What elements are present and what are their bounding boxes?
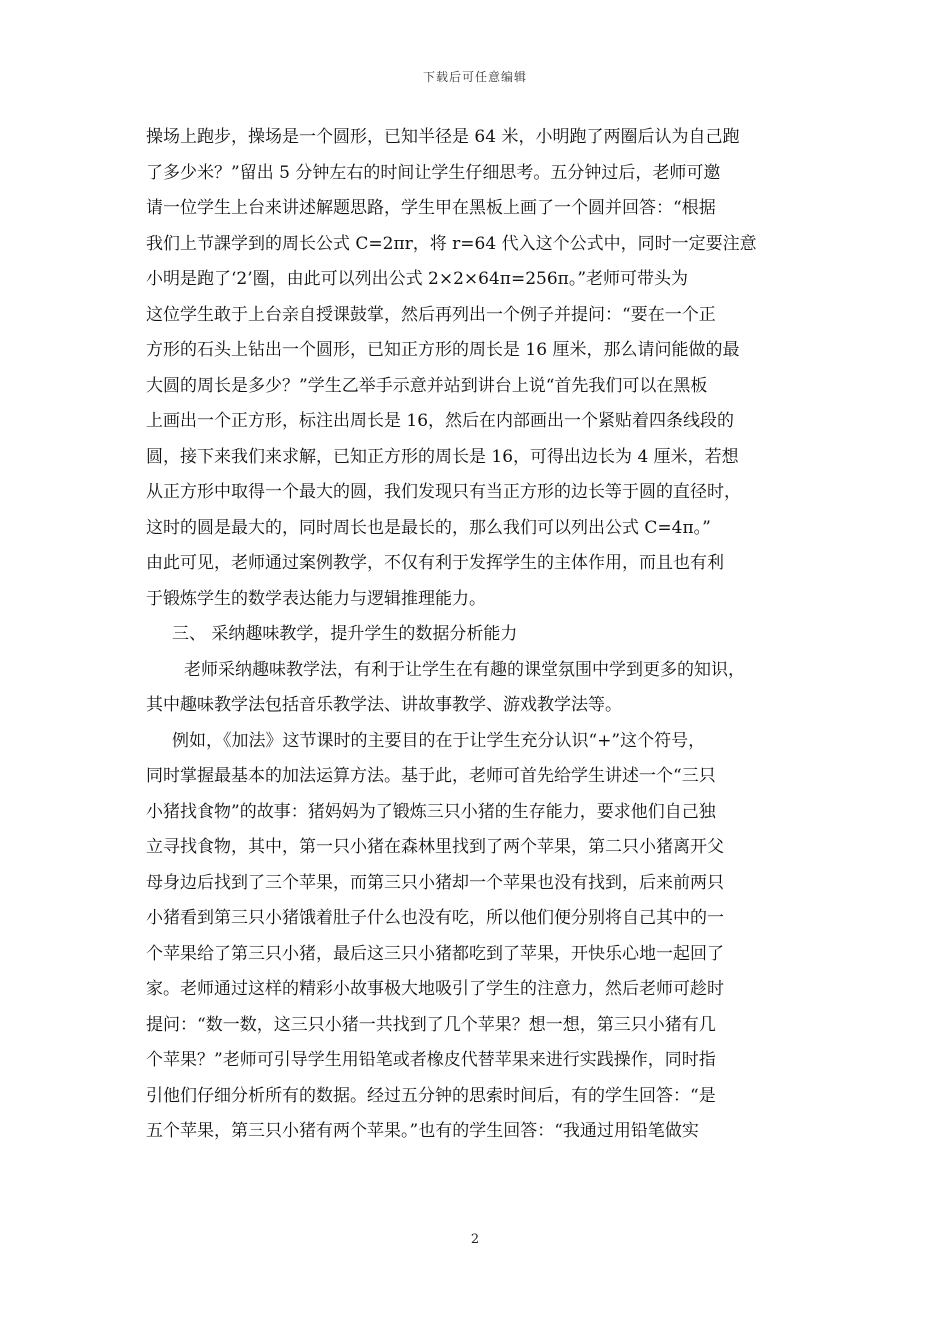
text-line: 了多少米？”留出 5 分钟左右的时间让学生仔细思考。五分钟过后，老师可邀: [146, 162, 721, 183]
text-line: 母身边后找到了三个苹果，而第三只小猪却一个苹果也没有找到，后来前两只: [146, 872, 724, 893]
text-line: 操场上跑步，操场是一个圆形，已知半径是 64 米，小明跑了两圈后认为自己跑: [146, 127, 740, 147]
text-line: 立寻找食物，其中，第一只小猪在森林里找到了两个苹果，第二只小猪离开父: [146, 837, 724, 857]
page-number: 2: [470, 1232, 480, 1247]
text-line: 方形的石头上钻出一个圆形，已知正方形的周长是 16 厘米，那么请问能做的最: [146, 340, 740, 360]
text-line: 个苹果给了第三只小猪，最后这三只小猪都吃到了苹果，开快乐心地一起回了: [146, 943, 724, 964]
text-line: 引他们仔细分析所有的数据。经过五分钟的思索时间后，有的学生回答：“是: [146, 1085, 716, 1106]
text-line: 圆，接下来我们来求解，已知正方形的周长是 16，可得出边长为 4 厘米，若想: [146, 446, 739, 467]
text-line: 小猪看到第三只小猪饿着肚子什么也没有吃，所以他们便分别将自己其中的一: [146, 908, 724, 928]
page-header: 下载后可任意编辑: [422, 70, 527, 84]
text-line: 这位学生敢于上台亲自授课鼓掌，然后再列出一个例子并提问：“要在一个正: [146, 304, 716, 325]
text-line: 五个苹果，第三只小猪有两个苹果。”也有的学生回答：“我通过用铅笔做实: [146, 1121, 699, 1141]
text-line: 我们上节課学到的周长公式 C=2πr，将 r=64 代入这个公式中，同时一定要注意: [146, 233, 757, 254]
text-line: 从正方形中取得一个最大的圆，我们发现只有当正方形的边长等于圆的直径时，: [146, 482, 741, 502]
text-line: 家。老师通过这样的精彩小故事极大地吸引了学生的注意力，然后老师可趁时: [146, 979, 724, 999]
text-line: 同时掌握最基本的加法运算方法。基于此，老师可首先给学生讲述一个“三只: [146, 766, 716, 786]
paragraph-first-line: 老师采纳趣味教学法，有利于让学生在有趣的课堂氛围中学到更多的知识，: [184, 659, 745, 680]
document-body: [146, 120, 806, 1150]
text-line: 由此可见，老师通过案例教学，不仅有利于发挥学生的主体作用，而且也有利: [146, 553, 724, 573]
text-line: 上画出一个正方形，标注出周长是 16，然后在内部画出一个紧贴着四条线段的: [146, 411, 735, 431]
text-line: 大圆的周长是多少？”学生乙举手示意并站到讲台上说“首先我们可以在黑板: [146, 375, 708, 396]
text-line: 小猪找食物”的故事：猪妈妈为了锻炼三只小猪的生存能力，要求他们自己独: [146, 801, 716, 822]
text-line: 这时的圆是最大的，同时周长也是最长的，那么我们可以列出公式 C=4π。”: [146, 517, 711, 538]
section-heading: 三、 采纳趣味教学，提升学生的数据分析能力: [172, 624, 518, 644]
text-line: 于锻炼学生的数学表达能力与逻辑推理能力。: [146, 588, 486, 609]
text-line: 个苹果？”老师可引导学生用铅笔或者橡皮代替苹果来进行实践操作，同时指: [146, 1050, 716, 1070]
text-line: 小明是跑了‘2’圈，由此可以列出公式 2×2×64π=256π。”老师可带头为: [146, 269, 689, 289]
paragraph-first-line: 例如，《加法》这节课时的主要目的在于让学生充分认识“+”这个符号，: [172, 730, 706, 751]
text-line: 请一位学生上台来讲述解题思路，学生甲在黑板上画了一个圆并回答：“根据: [146, 198, 716, 218]
text-line: 提问：“数一数，这三只小猪一共找到了几个苹果？想一想，第三只小猪有几: [146, 1014, 716, 1035]
text-line: 其中趣味教学法包括音乐教学法、讲故事教学、游戏教学法等。: [146, 695, 622, 715]
